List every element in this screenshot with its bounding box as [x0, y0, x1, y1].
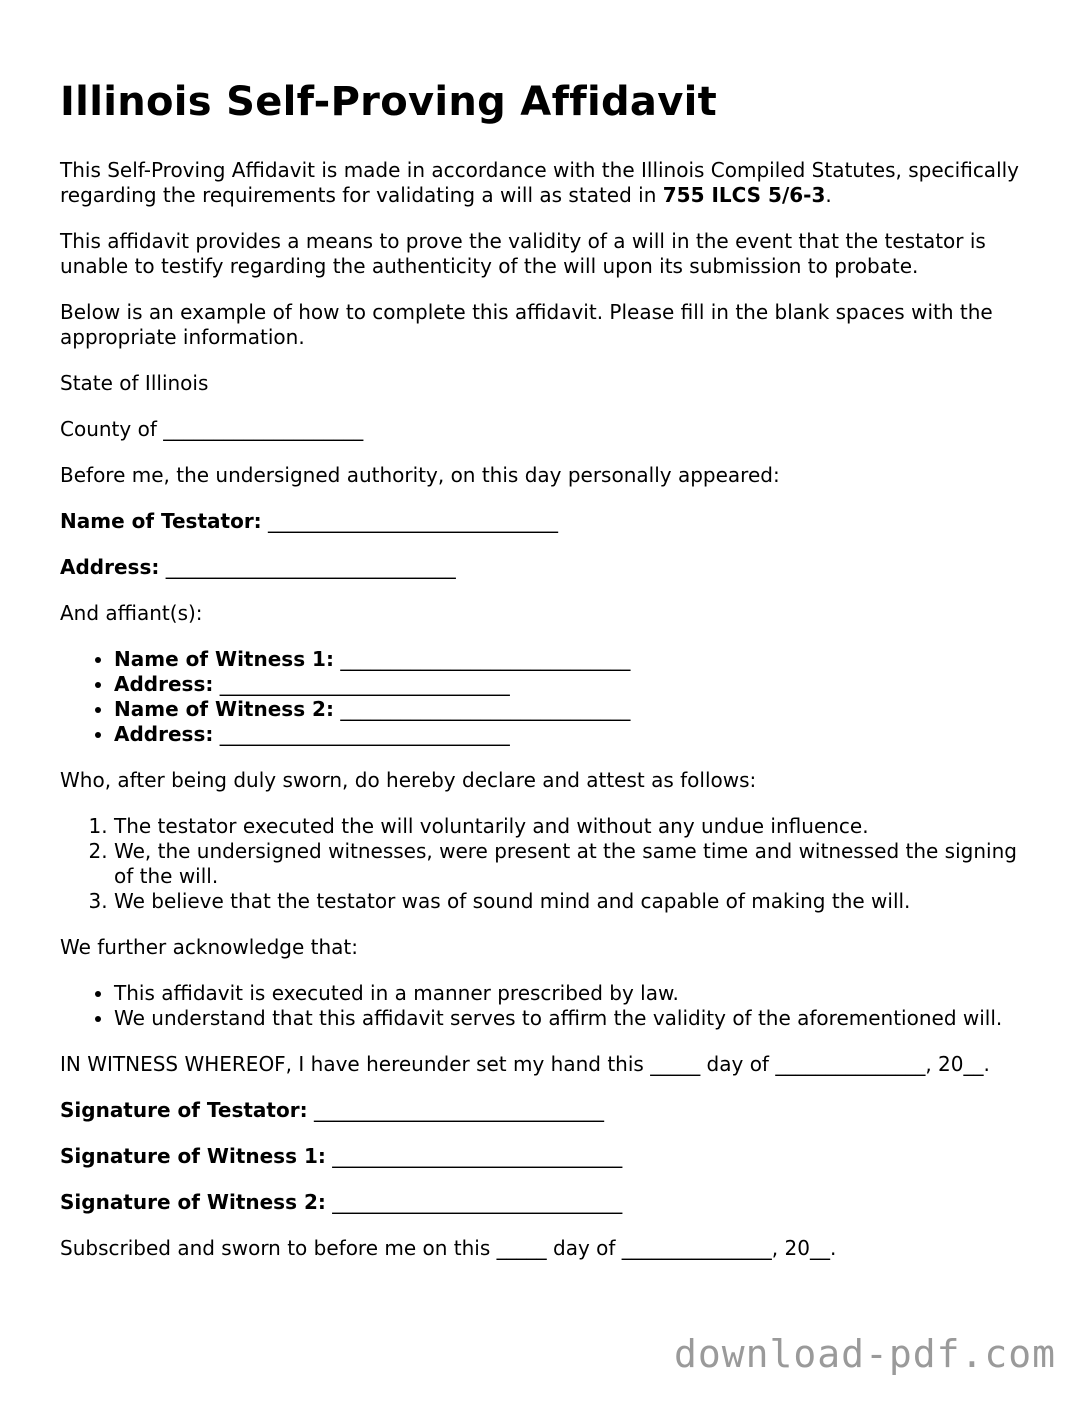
signature-label: Signature of Witness 1: — [60, 1144, 326, 1168]
acknowledgement-item: • This affidavit is executed in a manner prescribed by law. — [114, 981, 1028, 1006]
signature-line — [60, 1190, 1028, 1215]
purpose-paragraph: This affidavit provides a means to prove the validity of a will in the event that the testator is unable to testify regarding the authenticity of the will upon its submission to probate. — [60, 229, 986, 278]
declare-line: Who, after being duly sworn, do hereby declare and attest as follows: — [60, 768, 757, 792]
witness-blank: _____________________________ — [219, 672, 510, 696]
testator-address-label: Address: — [60, 555, 160, 579]
attestation-item: 3. We believe that the testator was of sound mind and capable of making the will. — [114, 889, 1028, 914]
watermark: download-pdf.com — [673, 1332, 1056, 1376]
testator-name-line — [60, 509, 1028, 534]
testator-name-blank: _____________________________ — [268, 509, 559, 533]
signature-label: Signature of Witness 2: — [60, 1190, 326, 1214]
affiants-label: And affiant(s): — [60, 601, 203, 625]
witness-item — [114, 697, 1028, 722]
document-page — [60, 78, 1028, 1282]
witness-item — [114, 672, 1028, 697]
attestation-list — [60, 814, 1028, 914]
witness-item — [114, 722, 1028, 747]
page-title: Illinois Self-Proving Affidavit — [60, 79, 718, 125]
witness-blank: _____________________________ — [340, 647, 631, 671]
signature-line — [60, 1098, 1028, 1123]
testator-address-blank: _____________________________ — [165, 555, 456, 579]
witness-item — [114, 647, 1028, 672]
acknowledgement-list — [60, 981, 1028, 1031]
in-witness-line: IN WITNESS WHEREOF, I have hereunder set my hand this _____ day of _______________, 20__. — [60, 1052, 990, 1076]
testator-address-line — [60, 555, 1028, 580]
acknowledgement-item: • We understand that this affidavit serves to affirm the validity of the aforementioned will. — [114, 1006, 1028, 1031]
witness-blank: _____________________________ — [219, 722, 510, 746]
intro-text: This Self-Proving Affidavit is made in accordance with the Illinois Compiled Statutes, specifically regarding the requirements for validating a will as stated in — [60, 158, 1020, 207]
intro-paragraph — [60, 158, 1028, 208]
county-line: County of ____________________ — [60, 417, 364, 441]
statute-reference: 755 ILCS 5/6-3 — [662, 183, 826, 207]
intro-end: . — [825, 183, 832, 207]
testator-name-label: Name of Testator: — [60, 509, 262, 533]
attestation-item: 1. The testator executed the will voluntarily and without any undue influence. — [114, 814, 1028, 839]
acknowledge-line: We further acknowledge that: — [60, 935, 358, 959]
witness-blank: _____________________________ — [340, 697, 631, 721]
signature-label: Signature of Testator: — [60, 1098, 308, 1122]
signature-blank: _____________________________ — [332, 1190, 623, 1214]
signature-blank: _____________________________ — [313, 1098, 604, 1122]
before-me-line: Before me, the undersigned authority, on this day personally appeared: — [60, 463, 780, 487]
sworn-line: Subscribed and sworn to before me on this _____ day of _______________, 20__. — [60, 1236, 837, 1260]
witness-list — [60, 647, 1028, 747]
witness-label: Address: — [114, 722, 214, 746]
signature-line — [60, 1144, 1028, 1169]
signature-blank: _____________________________ — [332, 1144, 623, 1168]
witness-label: Name of Witness 1: — [114, 647, 334, 671]
attestation-item: 2. We, the undersigned witnesses, were present at the same time and witnessed the signing of the will. — [114, 839, 1028, 889]
instructions-paragraph: Below is an example of how to complete this affidavit. Please fill in the blank spaces with the appropriate information. — [60, 300, 993, 349]
witness-label: Address: — [114, 672, 214, 696]
witness-label: Name of Witness 2: — [114, 697, 334, 721]
state-line: State of Illinois — [60, 371, 209, 395]
